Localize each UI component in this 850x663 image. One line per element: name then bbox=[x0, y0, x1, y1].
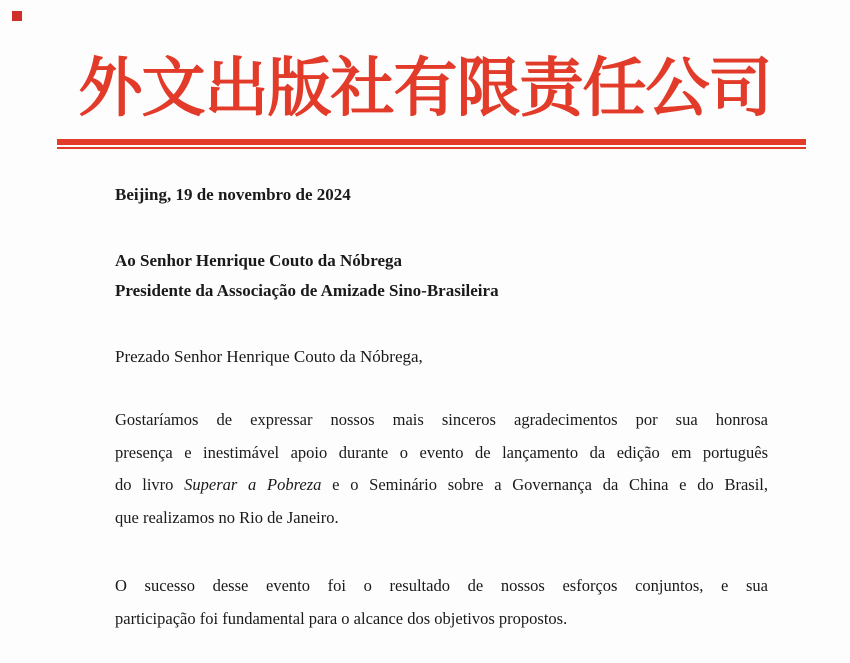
recipient-block bbox=[115, 246, 499, 306]
paragraph-2-line-2: participação foi fundamental para o alcance dos objetivos propostos. bbox=[115, 608, 568, 628]
paragraph-1-line-3 bbox=[115, 469, 768, 502]
recipient-title: Presidente da Associação de Amizade Sino-Brasileira bbox=[115, 281, 499, 300]
salutation-line: Prezado Senhor Henrique Couto da Nóbrega, bbox=[115, 347, 423, 366]
scan-corner-mark bbox=[12, 11, 22, 21]
letterhead-rule-thin bbox=[57, 147, 806, 149]
paragraph-1-line-4: que realizamos no Rio de Janeiro. bbox=[115, 508, 339, 528]
letterhead-rule-thick bbox=[57, 139, 806, 145]
paragraph-1-line-3-after: e o Seminário sobre a Governança da China e do Brasil, bbox=[321, 475, 768, 495]
paragraph-1-line-2: presença e inestimável apoio durante o evento de lançamento da edição em português bbox=[115, 442, 768, 462]
book-title: Superar a Pobreza bbox=[184, 475, 322, 495]
letterhead-company-name: 外文出版社有限责任公司 bbox=[78, 53, 772, 124]
paragraph-1 bbox=[115, 404, 768, 535]
paragraph-1-line-3-before: do livro bbox=[115, 475, 185, 495]
paragraph-2 bbox=[115, 570, 768, 635]
recipient-name: Ao Senhor Henrique Couto da Nóbrega bbox=[115, 251, 402, 270]
paragraph-2-line-1: O sucesso desse evento foi o resultado de nossos esforços conjuntos, e sua bbox=[115, 576, 768, 595]
paragraph-1-line-1: Gostaríamos de expressar nossos mais sinceros agradecimentos por sua honrosa bbox=[115, 410, 768, 429]
date-line: Beijing, 19 de novembro de 2024 bbox=[115, 185, 351, 204]
